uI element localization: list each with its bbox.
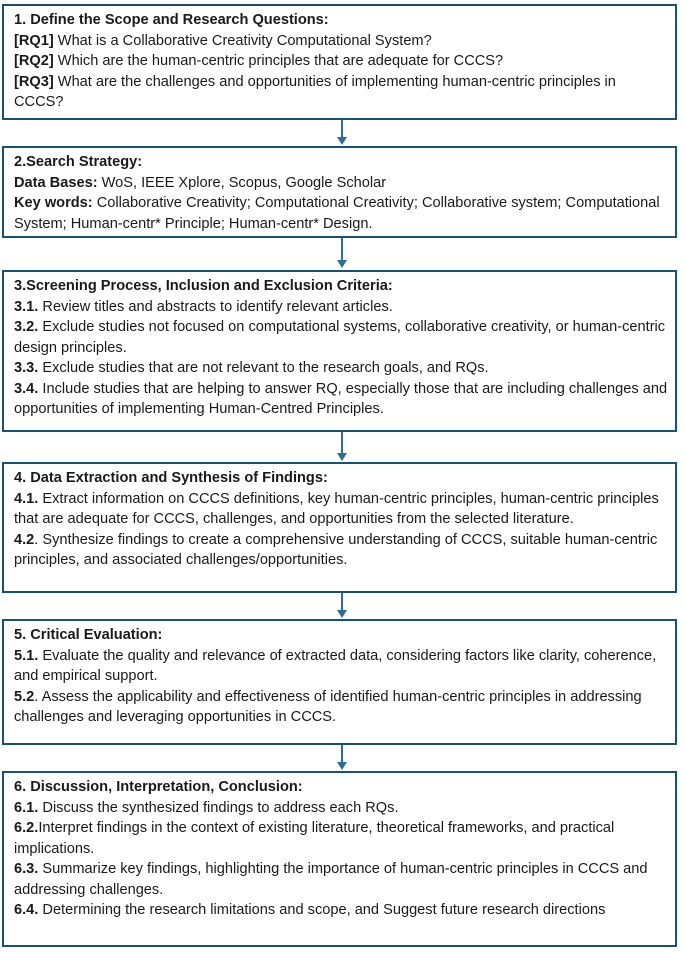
step-box-3	[2, 270, 677, 432]
step-line: [RQ2] Which are the human-centric principles that are adequate for CCCS?	[14, 53, 504, 69]
step-line: 6.4. Determining the research limitations and scope, and Suggest future research directions	[14, 902, 606, 918]
step-line: 3.2. Exclude studies not focused on computational systems, collaborative creativity, or human-centric design principles.	[14, 319, 666, 356]
step-line: 3.4. Include studies that are helping to answer RQ, especially those that are including challenges and opportunities of implementing Human-Centred Principles.	[14, 380, 668, 417]
step-line: [RQ1] What is a Collaborative Creativity Computational System?	[14, 32, 432, 49]
step-title: 6. Discussion, Interpretation, Conclusion:	[14, 779, 303, 795]
step-line: 4.2. Synthesize findings to create a comprehensive understanding of CCCS, suitable human-centric principles, and associated challenges/opportunities.	[14, 531, 658, 568]
step-box-2	[2, 146, 677, 238]
step-line: 5.2. Assess the applicability and effectiveness of identified human-centric principles in addressing challenges and leveraging opportunities in CCCS.	[14, 688, 642, 725]
step-line: Key words: Collaborative Creativity; Computational Creativity; Collaborative system; Computational System; Human-centr* Principle; Human-centr* Design.	[14, 195, 660, 232]
step-box-5	[2, 619, 677, 745]
step-line: 3.3. Exclude studies that are not relevant to the research goals, and RQs.	[14, 360, 489, 376]
step-line: 3.1. Review titles and abstracts to identify relevant articles.	[14, 298, 393, 315]
step-title: 2.Search Strategy:	[14, 154, 143, 170]
step-line: 6.1. Discuss the synthesized findings to address each RQs.	[14, 799, 399, 816]
step-title: 5. Critical Evaluation:	[14, 627, 163, 643]
step-title: 3.Screening Process, Inclusion and Exclusion Criteria:	[14, 278, 393, 294]
step-line: 6.2.Interpret findings in the context of existing literature, theoretical frameworks, and practical implications.	[14, 820, 615, 857]
step-box-6	[2, 771, 677, 947]
step-title: 4. Data Extraction and Synthesis of Findings:	[14, 470, 328, 486]
step-box-1	[2, 4, 677, 120]
step-title: 1. Define the Scope and Research Questions:	[14, 12, 329, 28]
step-line: 5.1. Evaluate the quality and relevance of extracted data, considering factors like clarity, coherence, and empirical support.	[14, 647, 657, 684]
step-line: Data Bases: WoS, IEEE Xplore, Scopus, Google Scholar	[14, 174, 387, 191]
step-line: 4.1. Extract information on CCCS definitions, key human-centric principles, human-centric principles that are adequate for CCCS, challenges, and opportunities from the selected literature.	[14, 490, 659, 527]
step-line: [RQ3] What are the challenges and opportunities of implementing human-centric principles in CCCS?	[14, 73, 616, 110]
step-box-4	[2, 462, 677, 593]
step-line: 6.3. Summarize key findings, highlighting the importance of human-centric principles in CCCS and addressing challenges.	[14, 861, 648, 898]
